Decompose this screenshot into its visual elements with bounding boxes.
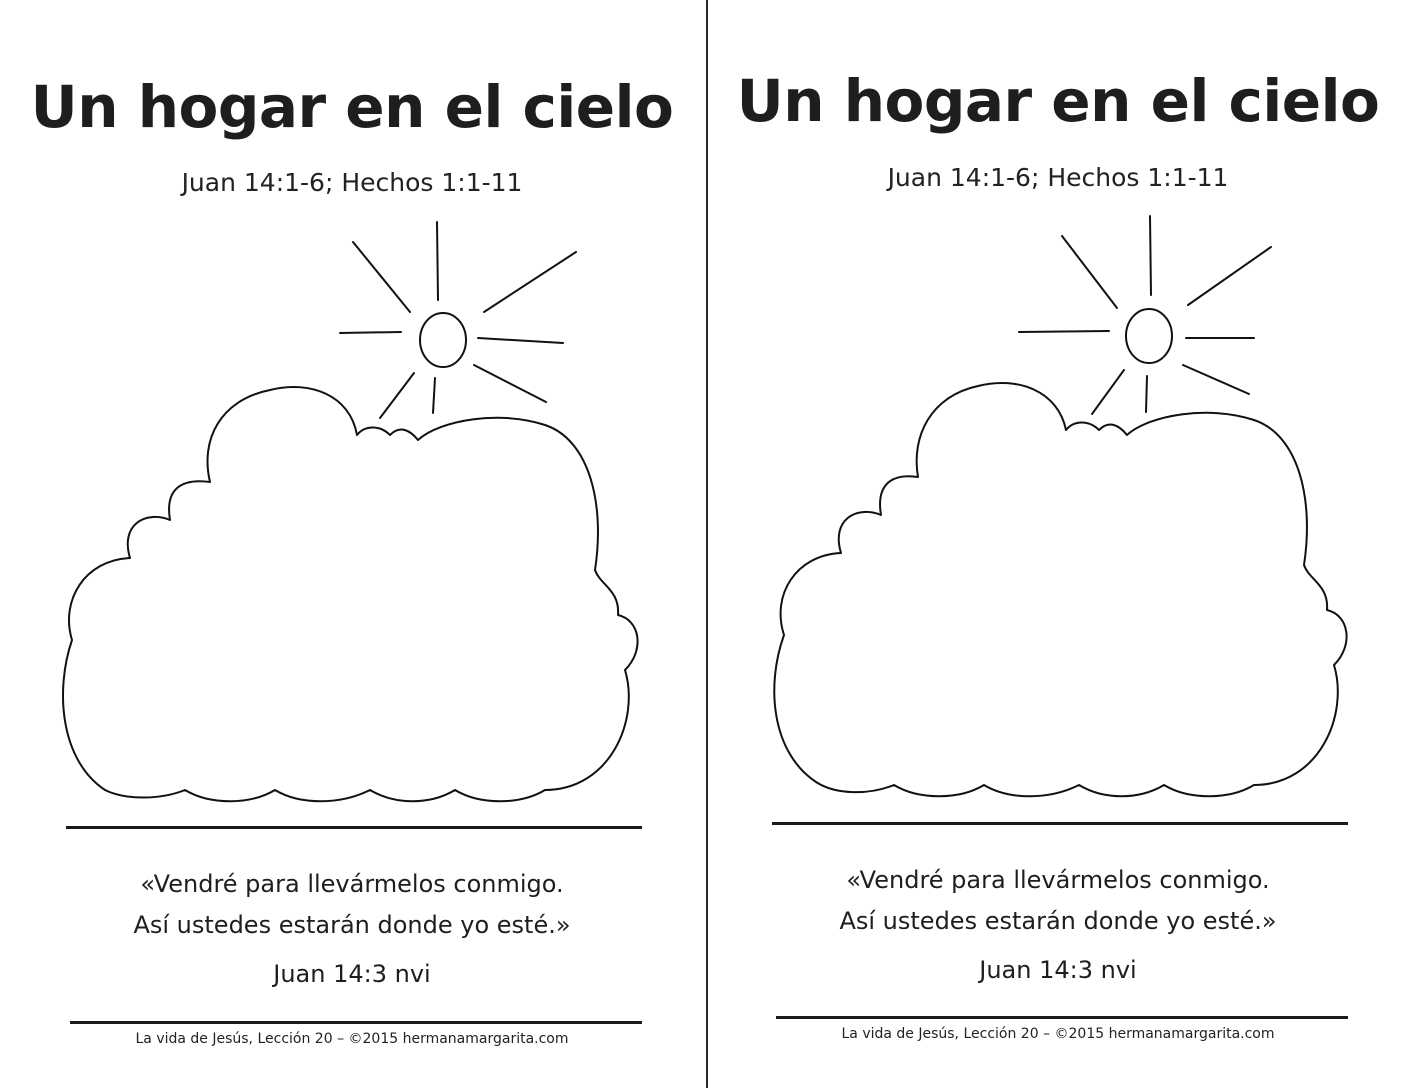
footer-credit: La vida de Jesús, Lección 20 – ©2015 hermanamargarita.com	[841, 1026, 1275, 1042]
divider-line	[66, 826, 642, 829]
footer-divider-line	[776, 1016, 1348, 1019]
memory-verse-line-1: «Vendré para llevármelos conmigo.	[846, 866, 1270, 894]
footer-divider-line	[70, 1021, 642, 1024]
scripture-reference: Juan 14:1-6; Hechos 1:1-11	[887, 163, 1229, 192]
cloud-icon	[63, 387, 638, 801]
memory-verse-line-2: Así ustedes estarán donde yo esté.»	[133, 911, 571, 939]
footer-credit: La vida de Jesús, Lección 20 – ©2015 hermanamargarita.com	[135, 1031, 569, 1047]
memory-verse-reference: Juan 14:3 nvi	[273, 960, 431, 988]
divider-line	[772, 822, 1348, 825]
page-title: Un hogar en el cielo	[736, 67, 1380, 135]
cloud-icon	[774, 383, 1346, 796]
coloring-page-right	[706, 0, 1408, 1088]
sun-icon	[1019, 216, 1271, 414]
page-title: Un hogar en el cielo	[30, 73, 674, 141]
sun-icon	[340, 222, 576, 418]
memory-verse-line-1: «Vendré para llevármelos conmigo.	[140, 870, 564, 898]
scripture-reference: Juan 14:1-6; Hechos 1:1-11	[181, 168, 523, 197]
memory-verse-line-2: Así ustedes estarán donde yo esté.»	[839, 907, 1277, 935]
memory-verse-reference: Juan 14:3 nvi	[979, 956, 1137, 984]
